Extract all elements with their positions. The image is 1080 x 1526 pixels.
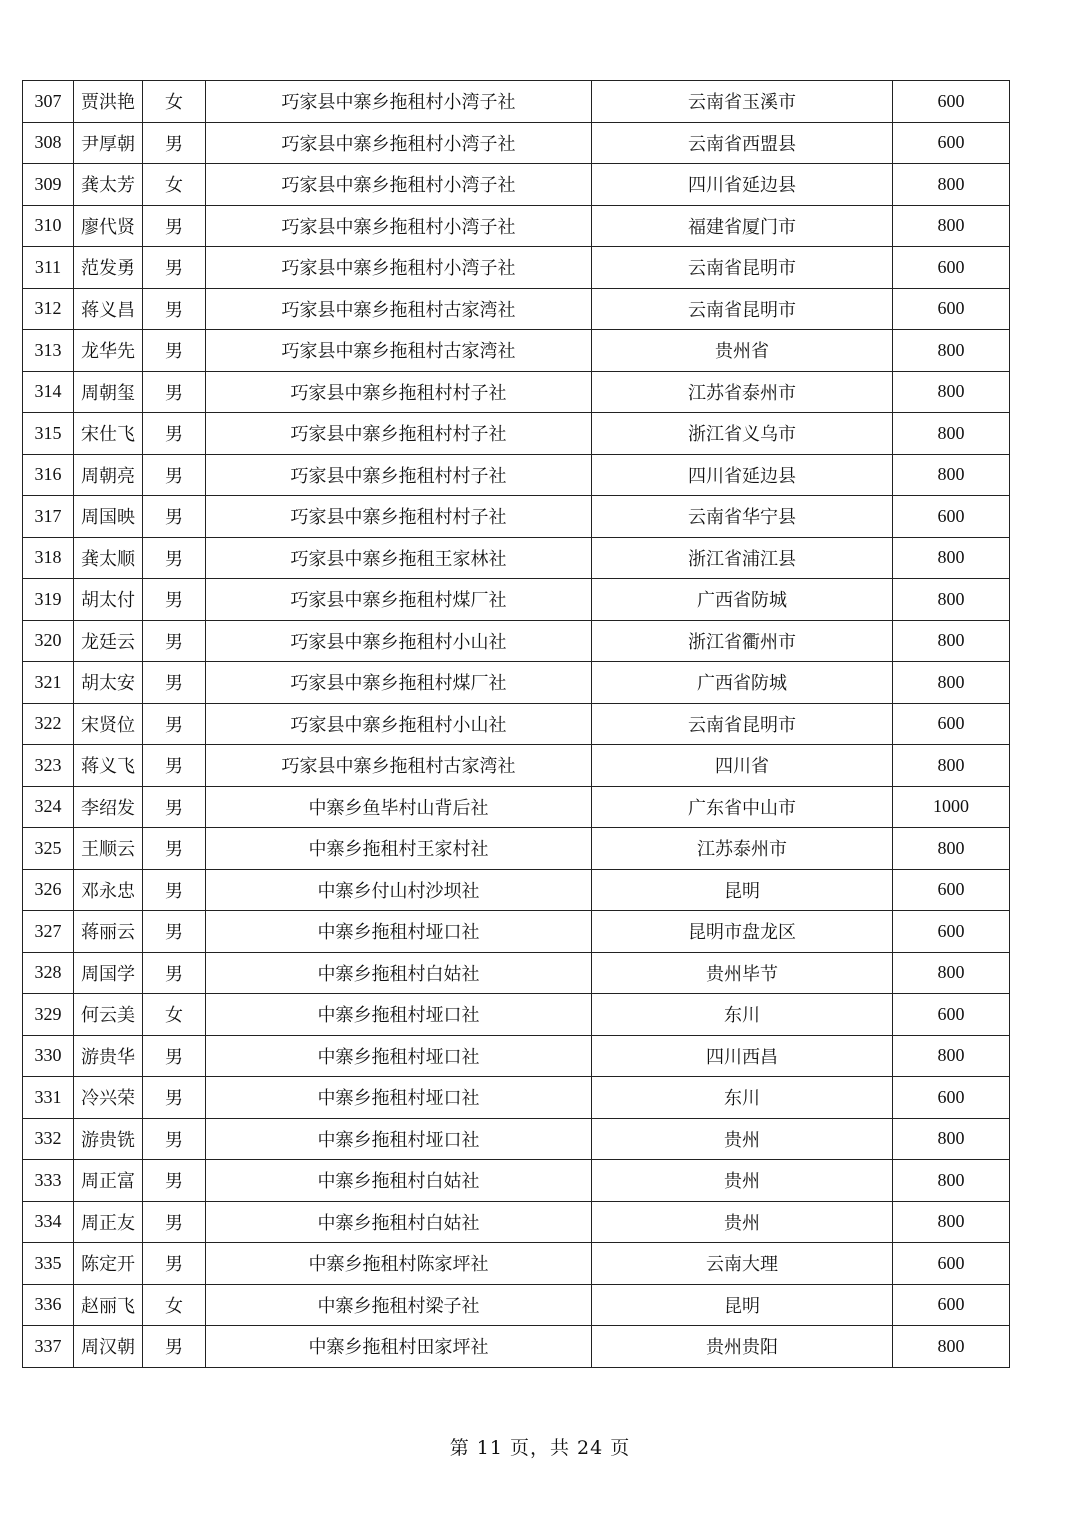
gender-cell: 男: [143, 454, 206, 496]
table-row: [23, 1201, 1010, 1243]
amount-cell: 800: [893, 1035, 1010, 1077]
work-location-cell: 昆明: [592, 869, 893, 911]
table-row: [23, 703, 1010, 745]
gender-cell: 男: [143, 413, 206, 455]
gender-cell: 男: [143, 496, 206, 538]
table-row: [23, 828, 1010, 870]
address-cell: 巧家县中寨乡拖租村村子社: [206, 454, 592, 496]
table-row: [23, 537, 1010, 579]
row-number-cell: 324: [23, 786, 74, 828]
work-location-cell: 四川省: [592, 745, 893, 787]
address-cell: 中寨乡拖租村王家村社: [206, 828, 592, 870]
table-row: [23, 330, 1010, 372]
name-cell: 何云美: [74, 994, 143, 1036]
gender-cell: 男: [143, 1035, 206, 1077]
name-cell: 蒋丽云: [74, 911, 143, 953]
work-location-cell: 云南省华宁县: [592, 496, 893, 538]
name-cell: 王顺云: [74, 828, 143, 870]
amount-cell: 600: [893, 994, 1010, 1036]
work-location-cell: 福建省厦门市: [592, 205, 893, 247]
work-location-cell: 云南大理: [592, 1243, 893, 1285]
row-number-cell: 337: [23, 1326, 74, 1368]
amount-cell: 800: [893, 952, 1010, 994]
row-number-cell: 318: [23, 537, 74, 579]
work-location-cell: 浙江省衢州市: [592, 620, 893, 662]
table-row: [23, 371, 1010, 413]
gender-cell: 男: [143, 247, 206, 289]
work-location-cell: 四川西昌: [592, 1035, 893, 1077]
address-cell: 巧家县中寨乡拖租村煤厂社: [206, 579, 592, 621]
address-cell: 中寨乡拖租村垭口社: [206, 1077, 592, 1119]
amount-cell: 800: [893, 1160, 1010, 1202]
row-number-cell: 316: [23, 454, 74, 496]
gender-cell: 男: [143, 662, 206, 704]
row-number-cell: 317: [23, 496, 74, 538]
row-number-cell: 308: [23, 122, 74, 164]
address-cell: 巧家县中寨乡拖租村小山社: [206, 703, 592, 745]
gender-cell: 男: [143, 703, 206, 745]
table-row: [23, 413, 1010, 455]
gender-cell: 男: [143, 1118, 206, 1160]
amount-cell: 600: [893, 1284, 1010, 1326]
table-row: [23, 579, 1010, 621]
table-row: [23, 81, 1010, 123]
gender-cell: 男: [143, 330, 206, 372]
table-row: [23, 288, 1010, 330]
name-cell: 游贵华: [74, 1035, 143, 1077]
gender-cell: 男: [143, 869, 206, 911]
work-location-cell: 江苏省泰州市: [592, 371, 893, 413]
name-cell: 贾洪艳: [74, 81, 143, 123]
table-row: [23, 1243, 1010, 1285]
address-cell: 中寨乡拖租村梁子社: [206, 1284, 592, 1326]
gender-cell: 男: [143, 288, 206, 330]
name-cell: 周正富: [74, 1160, 143, 1202]
amount-cell: 600: [893, 911, 1010, 953]
name-cell: 陈定开: [74, 1243, 143, 1285]
amount-cell: 800: [893, 828, 1010, 870]
work-location-cell: 江苏泰州市: [592, 828, 893, 870]
work-location-cell: 广东省中山市: [592, 786, 893, 828]
row-number-cell: 334: [23, 1201, 74, 1243]
address-cell: 巧家县中寨乡拖租村古家湾社: [206, 330, 592, 372]
address-cell: 中寨乡拖租村白姑社: [206, 1201, 592, 1243]
table-row: [23, 952, 1010, 994]
row-number-cell: 319: [23, 579, 74, 621]
address-cell: 巧家县中寨乡拖租村小湾子社: [206, 81, 592, 123]
row-number-cell: 315: [23, 413, 74, 455]
table-row: [23, 1326, 1010, 1368]
name-cell: 周朝玺: [74, 371, 143, 413]
work-location-cell: 云南省玉溪市: [592, 81, 893, 123]
row-number-cell: 325: [23, 828, 74, 870]
row-number-cell: 320: [23, 620, 74, 662]
gender-cell: 男: [143, 371, 206, 413]
page-number-text: 第 11 页，共 24 页: [449, 1437, 631, 1459]
gender-cell: 女: [143, 994, 206, 1036]
work-location-cell: 广西省防城: [592, 579, 893, 621]
gender-cell: 男: [143, 1243, 206, 1285]
amount-cell: 800: [893, 413, 1010, 455]
address-cell: 中寨乡拖租村垭口社: [206, 911, 592, 953]
name-cell: 龙廷云: [74, 620, 143, 662]
gender-cell: 女: [143, 1284, 206, 1326]
address-cell: 中寨乡拖租村垭口社: [206, 1118, 592, 1160]
name-cell: 周正友: [74, 1201, 143, 1243]
table-row: [23, 122, 1010, 164]
address-cell: 巧家县中寨乡拖租村古家湾社: [206, 288, 592, 330]
amount-cell: 800: [893, 1118, 1010, 1160]
name-cell: 周国学: [74, 952, 143, 994]
table-row: [23, 662, 1010, 704]
amount-cell: 600: [893, 1077, 1010, 1119]
table-row: [23, 164, 1010, 206]
gender-cell: 男: [143, 1077, 206, 1119]
address-cell: 中寨乡付山村沙坝社: [206, 869, 592, 911]
work-location-cell: 云南省昆明市: [592, 288, 893, 330]
work-location-cell: 云南省昆明市: [592, 247, 893, 289]
row-number-cell: 322: [23, 703, 74, 745]
name-cell: 胡太安: [74, 662, 143, 704]
gender-cell: 男: [143, 786, 206, 828]
address-cell: 巧家县中寨乡拖租村小山社: [206, 620, 592, 662]
address-cell: 巧家县中寨乡拖租村村子社: [206, 496, 592, 538]
amount-cell: 800: [893, 579, 1010, 621]
address-cell: 巧家县中寨乡拖租村村子社: [206, 413, 592, 455]
amount-cell: 600: [893, 703, 1010, 745]
amount-cell: 600: [893, 288, 1010, 330]
name-cell: 赵丽飞: [74, 1284, 143, 1326]
amount-cell: 800: [893, 537, 1010, 579]
amount-cell: 800: [893, 662, 1010, 704]
address-cell: 巧家县中寨乡拖租村小湾子社: [206, 122, 592, 164]
gender-cell: 男: [143, 745, 206, 787]
amount-cell: 800: [893, 205, 1010, 247]
amount-cell: 600: [893, 247, 1010, 289]
name-cell: 周汉朝: [74, 1326, 143, 1368]
work-location-cell: 贵州: [592, 1118, 893, 1160]
row-number-cell: 329: [23, 994, 74, 1036]
name-cell: 龙华先: [74, 330, 143, 372]
table-row: [23, 1035, 1010, 1077]
roster-table-container: [22, 80, 1009, 1368]
name-cell: 龚太顺: [74, 537, 143, 579]
address-cell: 中寨乡拖租村白姑社: [206, 952, 592, 994]
work-location-cell: 广西省防城: [592, 662, 893, 704]
work-location-cell: 贵州省: [592, 330, 893, 372]
address-cell: 中寨乡拖租村垭口社: [206, 994, 592, 1036]
row-number-cell: 336: [23, 1284, 74, 1326]
row-number-cell: 312: [23, 288, 74, 330]
address-cell: 中寨乡拖租村陈家坪社: [206, 1243, 592, 1285]
work-location-cell: 四川省延边县: [592, 454, 893, 496]
roster-table: [22, 80, 1010, 1368]
table-row: [23, 247, 1010, 289]
table-row: [23, 869, 1010, 911]
table-row: [23, 620, 1010, 662]
amount-cell: 800: [893, 620, 1010, 662]
gender-cell: 男: [143, 620, 206, 662]
row-number-cell: 323: [23, 745, 74, 787]
row-number-cell: 309: [23, 164, 74, 206]
amount-cell: 600: [893, 122, 1010, 164]
table-row: [23, 1118, 1010, 1160]
amount-cell: 800: [893, 1201, 1010, 1243]
amount-cell: 1000: [893, 786, 1010, 828]
address-cell: 中寨乡拖租村田家坪社: [206, 1326, 592, 1368]
gender-cell: 男: [143, 911, 206, 953]
address-cell: 巧家县中寨乡拖租村煤厂社: [206, 662, 592, 704]
amount-cell: 800: [893, 371, 1010, 413]
address-cell: 巧家县中寨乡拖租村村子社: [206, 371, 592, 413]
amount-cell: 600: [893, 496, 1010, 538]
gender-cell: 男: [143, 1326, 206, 1368]
address-cell: 中寨乡拖租村白姑社: [206, 1160, 592, 1202]
row-number-cell: 330: [23, 1035, 74, 1077]
address-cell: 中寨乡鱼毕村山背后社: [206, 786, 592, 828]
gender-cell: 男: [143, 1201, 206, 1243]
gender-cell: 男: [143, 828, 206, 870]
work-location-cell: 昆明市盘龙区: [592, 911, 893, 953]
name-cell: 邓永忠: [74, 869, 143, 911]
table-row: [23, 745, 1010, 787]
gender-cell: 男: [143, 1160, 206, 1202]
gender-cell: 男: [143, 952, 206, 994]
amount-cell: 800: [893, 454, 1010, 496]
gender-cell: 女: [143, 81, 206, 123]
work-location-cell: 东川: [592, 994, 893, 1036]
row-number-cell: 332: [23, 1118, 74, 1160]
address-cell: 巧家县中寨乡拖租王家林社: [206, 537, 592, 579]
address-cell: 巧家县中寨乡拖租村小湾子社: [206, 247, 592, 289]
name-cell: 冷兴荣: [74, 1077, 143, 1119]
row-number-cell: 333: [23, 1160, 74, 1202]
amount-cell: 600: [893, 81, 1010, 123]
roster-table-body: [23, 81, 1010, 1368]
work-location-cell: 昆明: [592, 1284, 893, 1326]
table-row: [23, 1077, 1010, 1119]
name-cell: 廖代贤: [74, 205, 143, 247]
work-location-cell: 贵州: [592, 1160, 893, 1202]
work-location-cell: 贵州: [592, 1201, 893, 1243]
work-location-cell: 贵州贵阳: [592, 1326, 893, 1368]
gender-cell: 男: [143, 205, 206, 247]
name-cell: 龚太芳: [74, 164, 143, 206]
work-location-cell: 贵州毕节: [592, 952, 893, 994]
table-row: [23, 205, 1010, 247]
name-cell: 范发勇: [74, 247, 143, 289]
row-number-cell: 313: [23, 330, 74, 372]
name-cell: 尹厚朝: [74, 122, 143, 164]
gender-cell: 男: [143, 537, 206, 579]
row-number-cell: 327: [23, 911, 74, 953]
row-number-cell: 307: [23, 81, 74, 123]
gender-cell: 男: [143, 122, 206, 164]
amount-cell: 600: [893, 1243, 1010, 1285]
gender-cell: 男: [143, 579, 206, 621]
work-location-cell: 浙江省浦江县: [592, 537, 893, 579]
row-number-cell: 310: [23, 205, 74, 247]
table-row: [23, 454, 1010, 496]
name-cell: 胡太付: [74, 579, 143, 621]
address-cell: 巧家县中寨乡拖租村小湾子社: [206, 205, 592, 247]
name-cell: 宋贤位: [74, 703, 143, 745]
address-cell: 中寨乡拖租村垭口社: [206, 1035, 592, 1077]
amount-cell: 800: [893, 1326, 1010, 1368]
table-row: [23, 1160, 1010, 1202]
amount-cell: 800: [893, 164, 1010, 206]
row-number-cell: 314: [23, 371, 74, 413]
work-location-cell: 云南省西盟县: [592, 122, 893, 164]
table-row: [23, 911, 1010, 953]
row-number-cell: 311: [23, 247, 74, 289]
work-location-cell: 浙江省义乌市: [592, 413, 893, 455]
table-row: [23, 496, 1010, 538]
name-cell: 周国映: [74, 496, 143, 538]
name-cell: 蒋义飞: [74, 745, 143, 787]
row-number-cell: 328: [23, 952, 74, 994]
address-cell: 巧家县中寨乡拖租村古家湾社: [206, 745, 592, 787]
table-row: [23, 786, 1010, 828]
row-number-cell: 326: [23, 869, 74, 911]
name-cell: 游贵铣: [74, 1118, 143, 1160]
address-cell: 巧家县中寨乡拖租村小湾子社: [206, 164, 592, 206]
table-row: [23, 1284, 1010, 1326]
name-cell: 宋仕飞: [74, 413, 143, 455]
name-cell: 周朝亮: [74, 454, 143, 496]
amount-cell: 800: [893, 330, 1010, 372]
row-number-cell: 335: [23, 1243, 74, 1285]
work-location-cell: 云南省昆明市: [592, 703, 893, 745]
amount-cell: 600: [893, 869, 1010, 911]
page-footer: [0, 1433, 1080, 1460]
work-location-cell: 四川省延边县: [592, 164, 893, 206]
table-row: [23, 994, 1010, 1036]
row-number-cell: 331: [23, 1077, 74, 1119]
work-location-cell: 东川: [592, 1077, 893, 1119]
name-cell: 蒋义昌: [74, 288, 143, 330]
name-cell: 李绍发: [74, 786, 143, 828]
amount-cell: 800: [893, 745, 1010, 787]
gender-cell: 女: [143, 164, 206, 206]
row-number-cell: 321: [23, 662, 74, 704]
